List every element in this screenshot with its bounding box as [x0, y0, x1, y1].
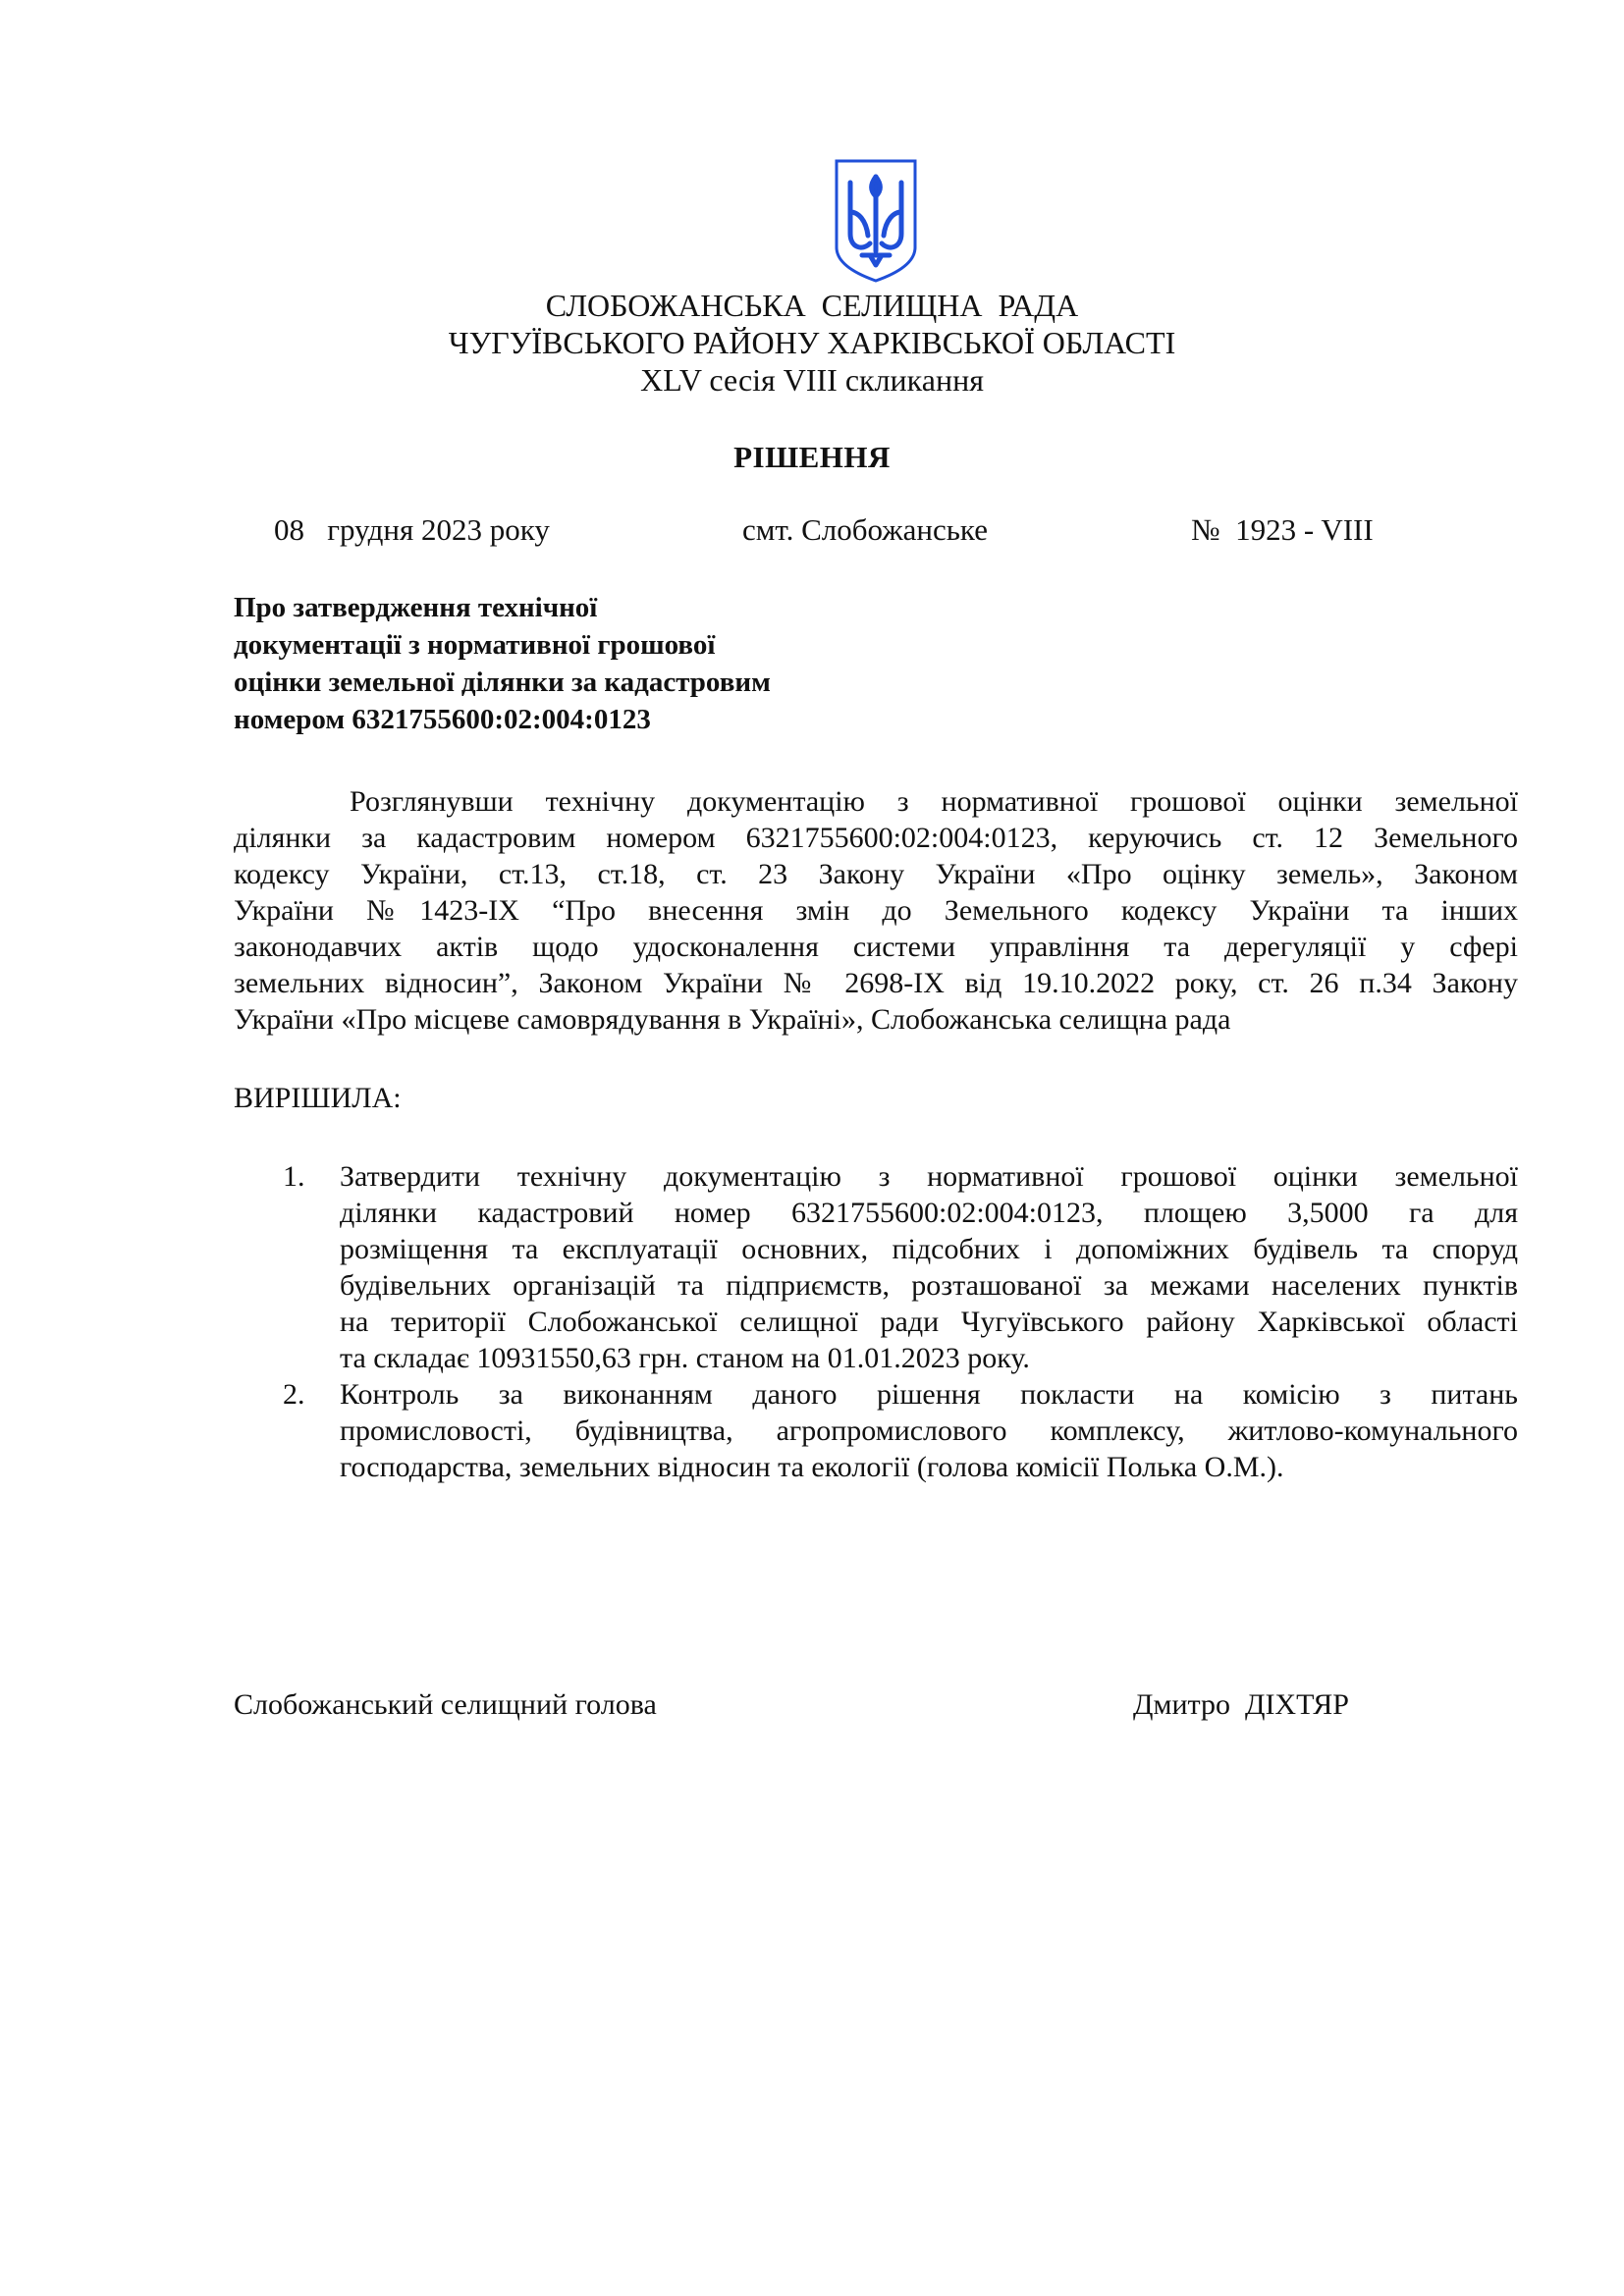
item-number: 2.	[283, 1378, 305, 1411]
item-line: будівельних організацій та підприємств, розташованої за межами населених пунктів	[340, 1269, 1518, 1302]
preamble-line: земельних відносин”, Законом України № 2698-IX від 19.10.2022 року, ст. 26 п.34 Закону	[234, 967, 1518, 999]
preamble-line: ділянки за кадастровим номером 6321755600:02:004:0123, керуючись ст. 12 Земельного	[234, 822, 1518, 854]
decision-date: 08 грудня 2023 року	[274, 512, 550, 547]
signatory-name: Дмитро ДІХТЯР	[1133, 1688, 1349, 1721]
district-name: ЧУГУЇВСЬКОГО РАЙОНУ ХАРКІВСЬКОЇ ОБЛАСТІ	[448, 325, 1176, 360]
council-name: СЛОБОЖАНСЬКА СЕЛИЩНА РАДА	[545, 288, 1079, 323]
decision-title: РІШЕННЯ	[733, 440, 891, 474]
decision-number: № 1923 - VIII	[1191, 512, 1374, 547]
session-label: XLV сесія VIII скликання	[640, 362, 984, 398]
subject-line: номером 6321755600:02:004:0123	[234, 704, 651, 735]
item-number: 1.	[283, 1160, 305, 1193]
list-item	[234, 1376, 1518, 1485]
item-line: та складає 10931550,63 грн. станом на 01.01.2023 року.	[340, 1342, 1030, 1374]
preamble-line: України «Про місцеве самоврядування в Україні», Слобожанська селищна рада	[234, 1003, 1231, 1036]
document-header	[0, 287, 1624, 399]
item-line: промисловості, будівництва, агропромислового комплексу, житлово-комунального	[340, 1415, 1518, 1447]
subject-line: Про затвердження технічної	[234, 592, 598, 623]
item-line: господарства, земельних відносин та екології (голова комісії Полька О.М.).	[340, 1451, 1284, 1483]
preamble-line: України №1423-IX “Про внесення змін до Земельного кодексу України та інших	[234, 894, 1518, 927]
item-line: Контроль за виконанням даного рішення покласти на комісію з питань	[340, 1378, 1518, 1411]
decision-items-list	[234, 1158, 1518, 1485]
item-line: на території Слобожанської селищної ради Чугуївського району Харківської області	[340, 1306, 1518, 1338]
resolved-label: ВИРІШИЛА:	[234, 1082, 402, 1114]
preamble-line: законодавчих актів щодо удосконалення системи управління та дерегуляції у сфері	[234, 931, 1518, 963]
ukraine-trident-emblem-icon	[833, 157, 919, 285]
signatory-role: Слобожанський селищний голова	[234, 1688, 657, 1721]
subject-line: оцінки земельної ділянки за кадастровим	[234, 667, 771, 698]
item-line: розміщення та експлуатації основних, підсобних і допоміжних будівель та споруд	[340, 1233, 1518, 1265]
decision-place: смт. Слобожанське	[742, 512, 988, 547]
decision-subject	[234, 589, 921, 738]
preamble-paragraph	[234, 783, 1518, 1038]
list-item	[234, 1158, 1518, 1376]
preamble-line: Розглянувши технічну документацію з нормативної грошової оцінки земельної	[350, 785, 1518, 818]
preamble-line: кодексу України, ст.13, ст.18, ст. 23 Закону України «Про оцінку земель», Законом	[234, 858, 1518, 890]
item-line: ділянки кадастровий номер 6321755600:02:004:0123, площею 3,5000 га для	[340, 1197, 1518, 1229]
subject-line: документації з нормативної грошової	[234, 629, 716, 661]
item-line: Затвердити технічну документацію з нормативної грошової оцінки земельної	[340, 1160, 1518, 1193]
